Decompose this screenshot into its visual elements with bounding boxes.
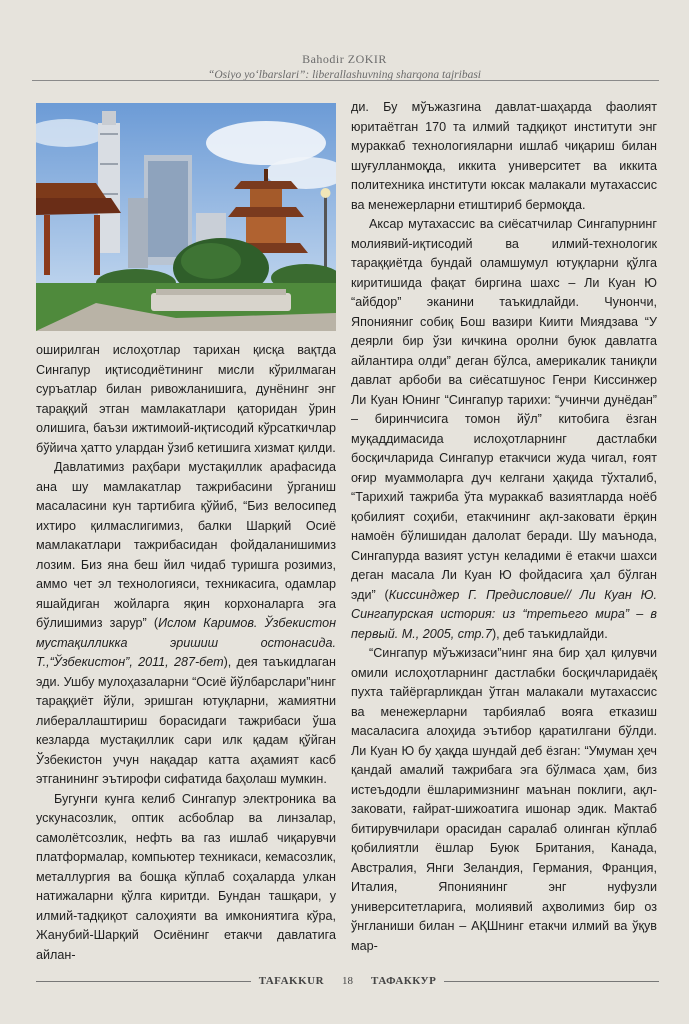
page-number: 18 [342, 975, 354, 987]
text-column-left [36, 341, 336, 965]
footer-rule-right [444, 981, 659, 982]
header-author: Bahodir ZOKIR [302, 52, 387, 66]
footer-journal-cyrillic: ТАФАККУР [371, 975, 437, 987]
photo-illustration [36, 103, 336, 331]
footer-journal-latin: TAFAKKUR [258, 975, 325, 987]
citation: Ислом Каримов. Ўзбекистон мустақилликка эришиш остонасида. Т.,“Ўзбекистон”, 2011, 287-бет [36, 616, 336, 669]
paragraph [351, 215, 657, 644]
text-column-right [351, 98, 657, 956]
paragraph-text: ), деб таъкидлайди. [491, 626, 608, 641]
singapore-skyline-photo [36, 103, 336, 331]
paragraph: Бугунги кунга келиб Сингапур электроника ва ускунасозлик, оптик асбоблар ва линзалар, самолётсозлик, нефть ва газ ишлаб чиқарувчи платформалар, компьютер техникаси, кемасозлик, металлургия ва бошқа кўплаб соҳаларда улкан натижаларни қўлга киритди. Бундан ташқари, у илмий-тадқиқот салоҳияти ва имкониятига кўра, Жанубий-Шарқий Осиёнинг етакчи давлатига айлан- [36, 791, 336, 962]
paragraph-text: Аксар мутахассис ва сиёсатчилар Сингапурнинг молиявий-иқтисодий ва илмий-технологик тараққиётда бундай оламшумул ютуқларни қўлга киритишида фақат биргина шахс – Ли Куан Ю “айбдор” эканини таъкидлайди. Чунончи, Японияниг собиқ Бош вазири Киити Миядзава “У деярли бир ўзи кичкина оролни буюк давлатга айлантира олди” деган бўлса, америкалик таниқли давлат арбоби ва сиёсатшунос Генри Киссинжер Ли Куан Юнинг “Сингапур тарихи: “учинчи дунёдан” – биринчисига томон йўл” китобига ёзган муқаддимасида ислоҳотларнинг дастлабки босқичларида Сингапур етакчиси жуда чигал, ғоят оғир муаммоларга дуч келгани ҳақида тўхталиб, “Тарихий тажриба ўта мураккаб вазиятларда ноёб қобилият соҳиби, етакчининг ақл-заковати ёрқин намоён бўлишидан далолат беради. Шу маънода, Сингапурда вазият устун келадими ё етакчи шахси деган масала Ли Куан Ю фойдасига ҳал бўлган эди” ( [351, 217, 657, 602]
page-footer [36, 975, 659, 987]
footer-rule-left [36, 981, 251, 982]
paragraph: оширилган ислоҳотлар тарихан қисқа вақтда Сингапур иқтисодиётининг мисли кўрилмаган суръатлар билан ривожланишига, дунёнинг энг тараққий этган мамлакатлари қаторидан ўрин олишига, баъзи ижтимоий-иқтисодий кўрсаткичлар бўйича ҳатто улардан ўзиб кетишига хизмат қилди. [36, 343, 336, 455]
paragraph: ди. Бу мўъжазгина давлат-шаҳарда фаолият юритаётган 170 та илмий тадқиқот институти энг мураккаб технологияларни ишлаб чиқариш билан шуғулланмоқда, иккита университет ва иккита политехника институти юксак малакали мутахассис ва менежерларни етиштириб бермоқда. [351, 100, 657, 212]
paragraph-text: ), дея таъкидлаган эди. Ушбу мулоҳазаларни “Осиё йўлбарслари”нинг тараққиёт йўли, эришган ютуқларни, жамиятни либераллаштириш борасидаги тажрибаси ўша кезларда мустақиллик сари илк қадам қўйган Ўзбекистон учун нақадар катта аҳамият касб этганининг эътирофи сифатида баҳолаш мумкин. [36, 655, 337, 786]
header-subtitle: “Osiyo yo‘lbarslari”: liberallashuvning sharqona tajribasi [207, 69, 482, 81]
paragraph [36, 458, 336, 790]
paragraph-text: Давлатимиз раҳбари мустақиллик арафасида ана шу мамлакатлар тажрибасини ўрганиш масаласини кун тартибига қўйиб, “Биз велосипед ихтиро қилмаслигимиз, балки Шарқий Осиё мамлакатлари тажрибасидан фойдаланишимиз лозим. Биз яна беш йил чидаб туришга розимиз, аммо чет эл технологияси, техникасига, одамлар яшайдиган жойларга яқин корхоналарга эга бўлишимиз зарур” ( [36, 460, 336, 630]
citation: Киссинджер Г. Предисловие// Ли Куан Ю. Сингапурская история: из “третьего мира” – в первый. М., 2005, стр.7 [351, 587, 658, 641]
paragraph: “Сингапур мўъжизаси”нинг яна бир ҳал қилувчи омили ислоҳотларнинг дастлабки босқичларидаёқ пухта тайёргарликдан ўтган малакали мутахассис ва менежерларни тарбиялаб вояга етказиш масаласига алоҳида эътибор қаратилгани бўлди. Ли Куан Ю бу ҳақда шундай деб ёзган: “Умуман ҳеч қандай амалий тажрибага эга бўлмаса ҳам, биз истеъдодли ёшларимизнинг маънан поклиги, ақл-заковати, ғайрат-шижоатига ишонар эдик. Мактаб битирувчилари орасидан саралаб олинган кўплаб қобилиятли ёшлар Буюк Британия, Канада, Австралия, Янги Зеландия, Германия, Франция, Италия, Япониянинг энг нуфузли университетларига, молиявий аҳволимиз бир оз ўнгланиши билан – АҚШнинг етакчи илмий ва ўқув мар- [351, 646, 657, 953]
header-divider [32, 80, 659, 81]
running-header [30, 52, 659, 81]
